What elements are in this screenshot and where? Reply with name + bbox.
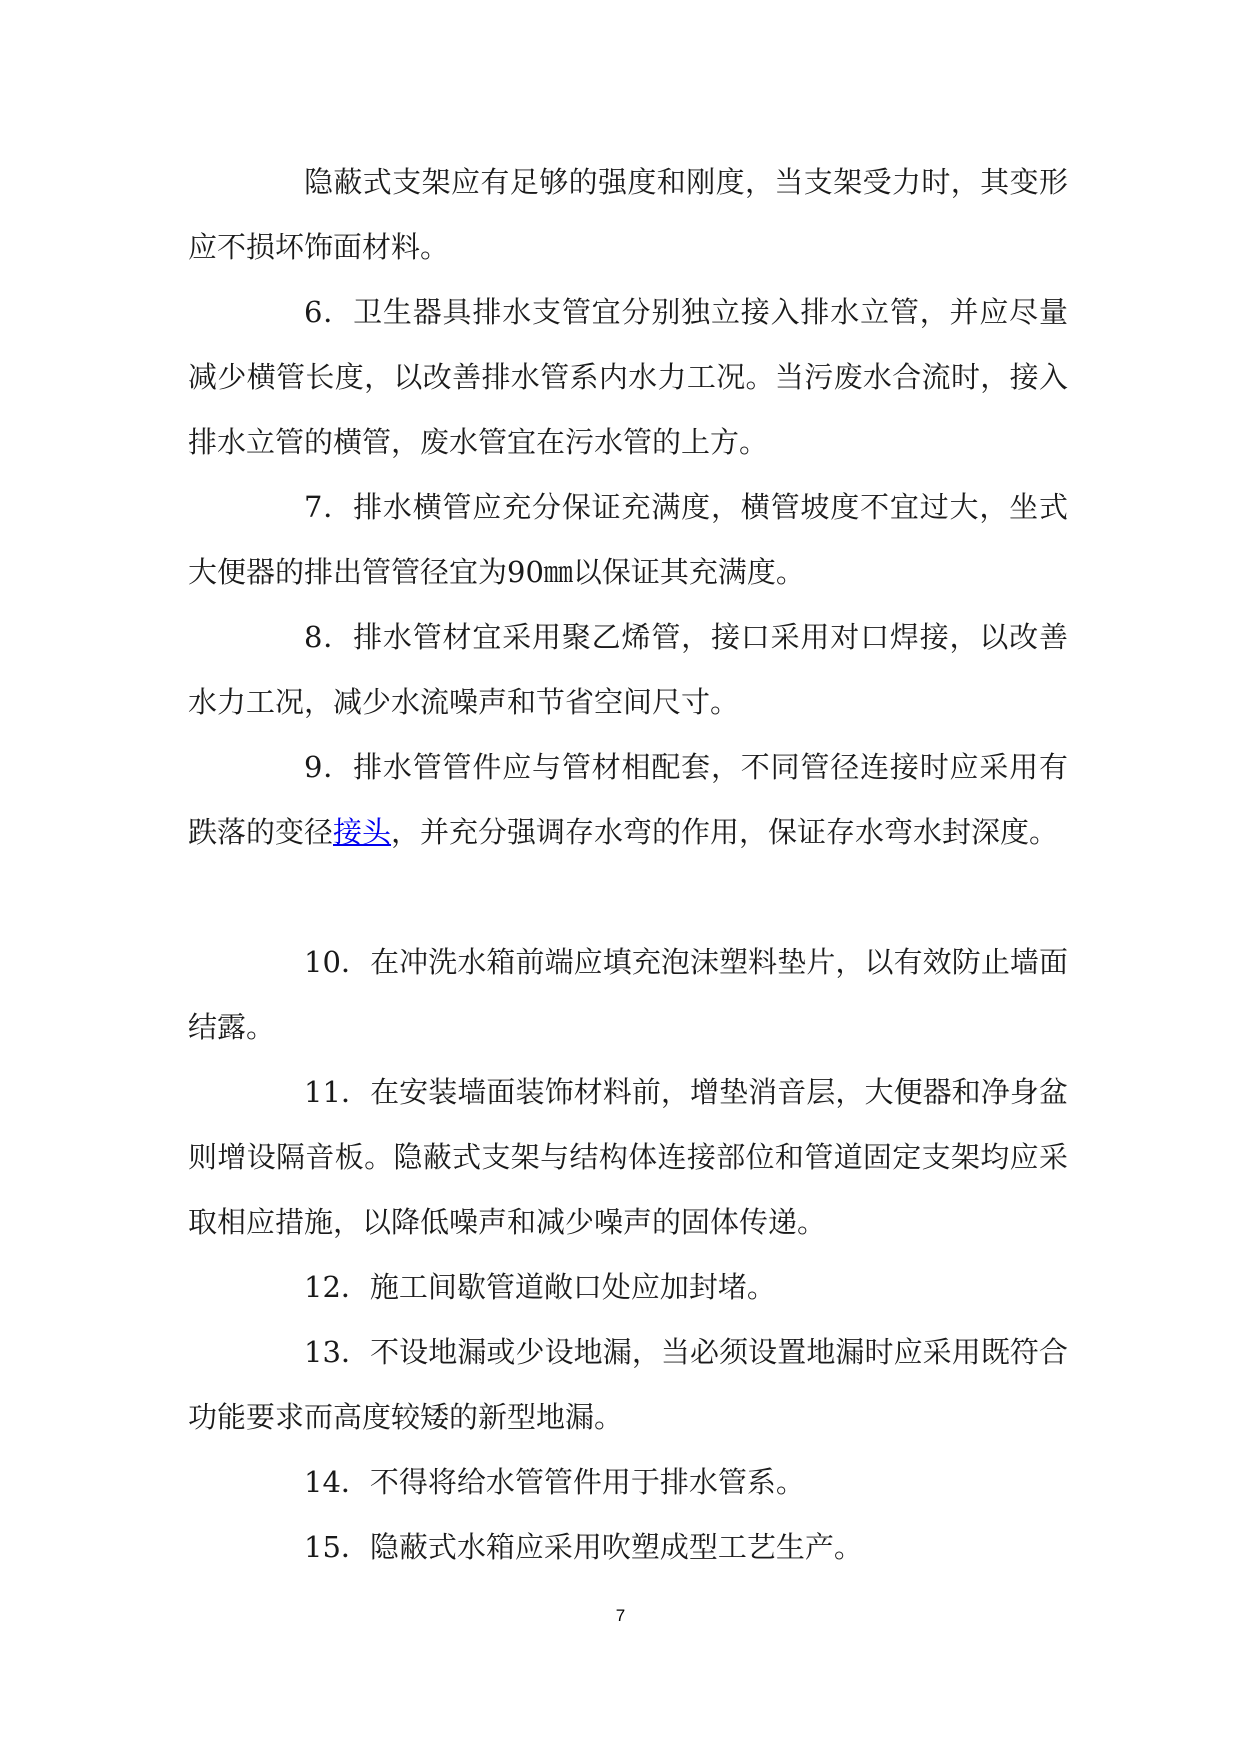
- paragraph-12: 12．施工间歇管道敞口处应加封堵。: [304, 1270, 776, 1304]
- paragraph-15: 15．隐蔽式水箱应采用吹塑成型工艺生产。: [304, 1530, 863, 1564]
- paragraph-13: 13．不设地漏或少设地漏，当必须设置地漏时应采用既符合功能要求而高度较矮的新型地漏。: [188, 1335, 1068, 1434]
- paragraph-9-text-before: 9．排水管管件应与管材相配套，不同管径连接时应采用有跌落的变径: [188, 750, 1068, 849]
- page-number: 7: [615, 1606, 626, 1625]
- paragraph-11: 11．在安装墙面装饰材料前，增垫消音层，大便器和净身盆则增设隔音板。隐蔽式支架与结构体连接部位和管道固定支架均应采取相应措施，以降低噪声和减少噪声的固体传递。: [188, 1075, 1068, 1239]
- paragraph-14: 14．不得将给水管管件用于排水管系。: [304, 1465, 805, 1499]
- paragraph-8: 8．排水管材宜采用聚乙烯管，接口采用对口焊接，以改善水力工况，减少水流噪声和节省空间尺寸。: [188, 620, 1068, 719]
- blank-line: [188, 865, 1068, 930]
- paragraph-9-text-after: ，并充分强调存水弯的作用，保证存水弯水封深度。: [391, 815, 1059, 849]
- paragraph-6: 6．卫生器具排水支管宜分别独立接入排水立管，并应尽量减少横管长度，以改善排水管系内水力工况。当污废水合流时，接入排水立管的横管，废水管宜在污水管的上方。: [188, 295, 1068, 459]
- body-text: [188, 150, 1068, 1580]
- joint-link[interactable]: 接头: [333, 815, 392, 849]
- paragraph-9: [188, 735, 1068, 865]
- paragraph-10: 10．在冲洗水箱前端应填充泡沫塑料垫片，以有效防止墙面结露。: [188, 945, 1068, 1044]
- paragraph-bracket-strength: 隐蔽式支架应有足够的强度和刚度，当支架受力时，其变形应不损坏饰面材料。: [188, 165, 1068, 264]
- paragraph-7: 7．排水横管应充分保证充满度，横管坡度不宜过大，坐式大便器的排出管管径宜为90㎜以保证其充满度。: [188, 490, 1068, 589]
